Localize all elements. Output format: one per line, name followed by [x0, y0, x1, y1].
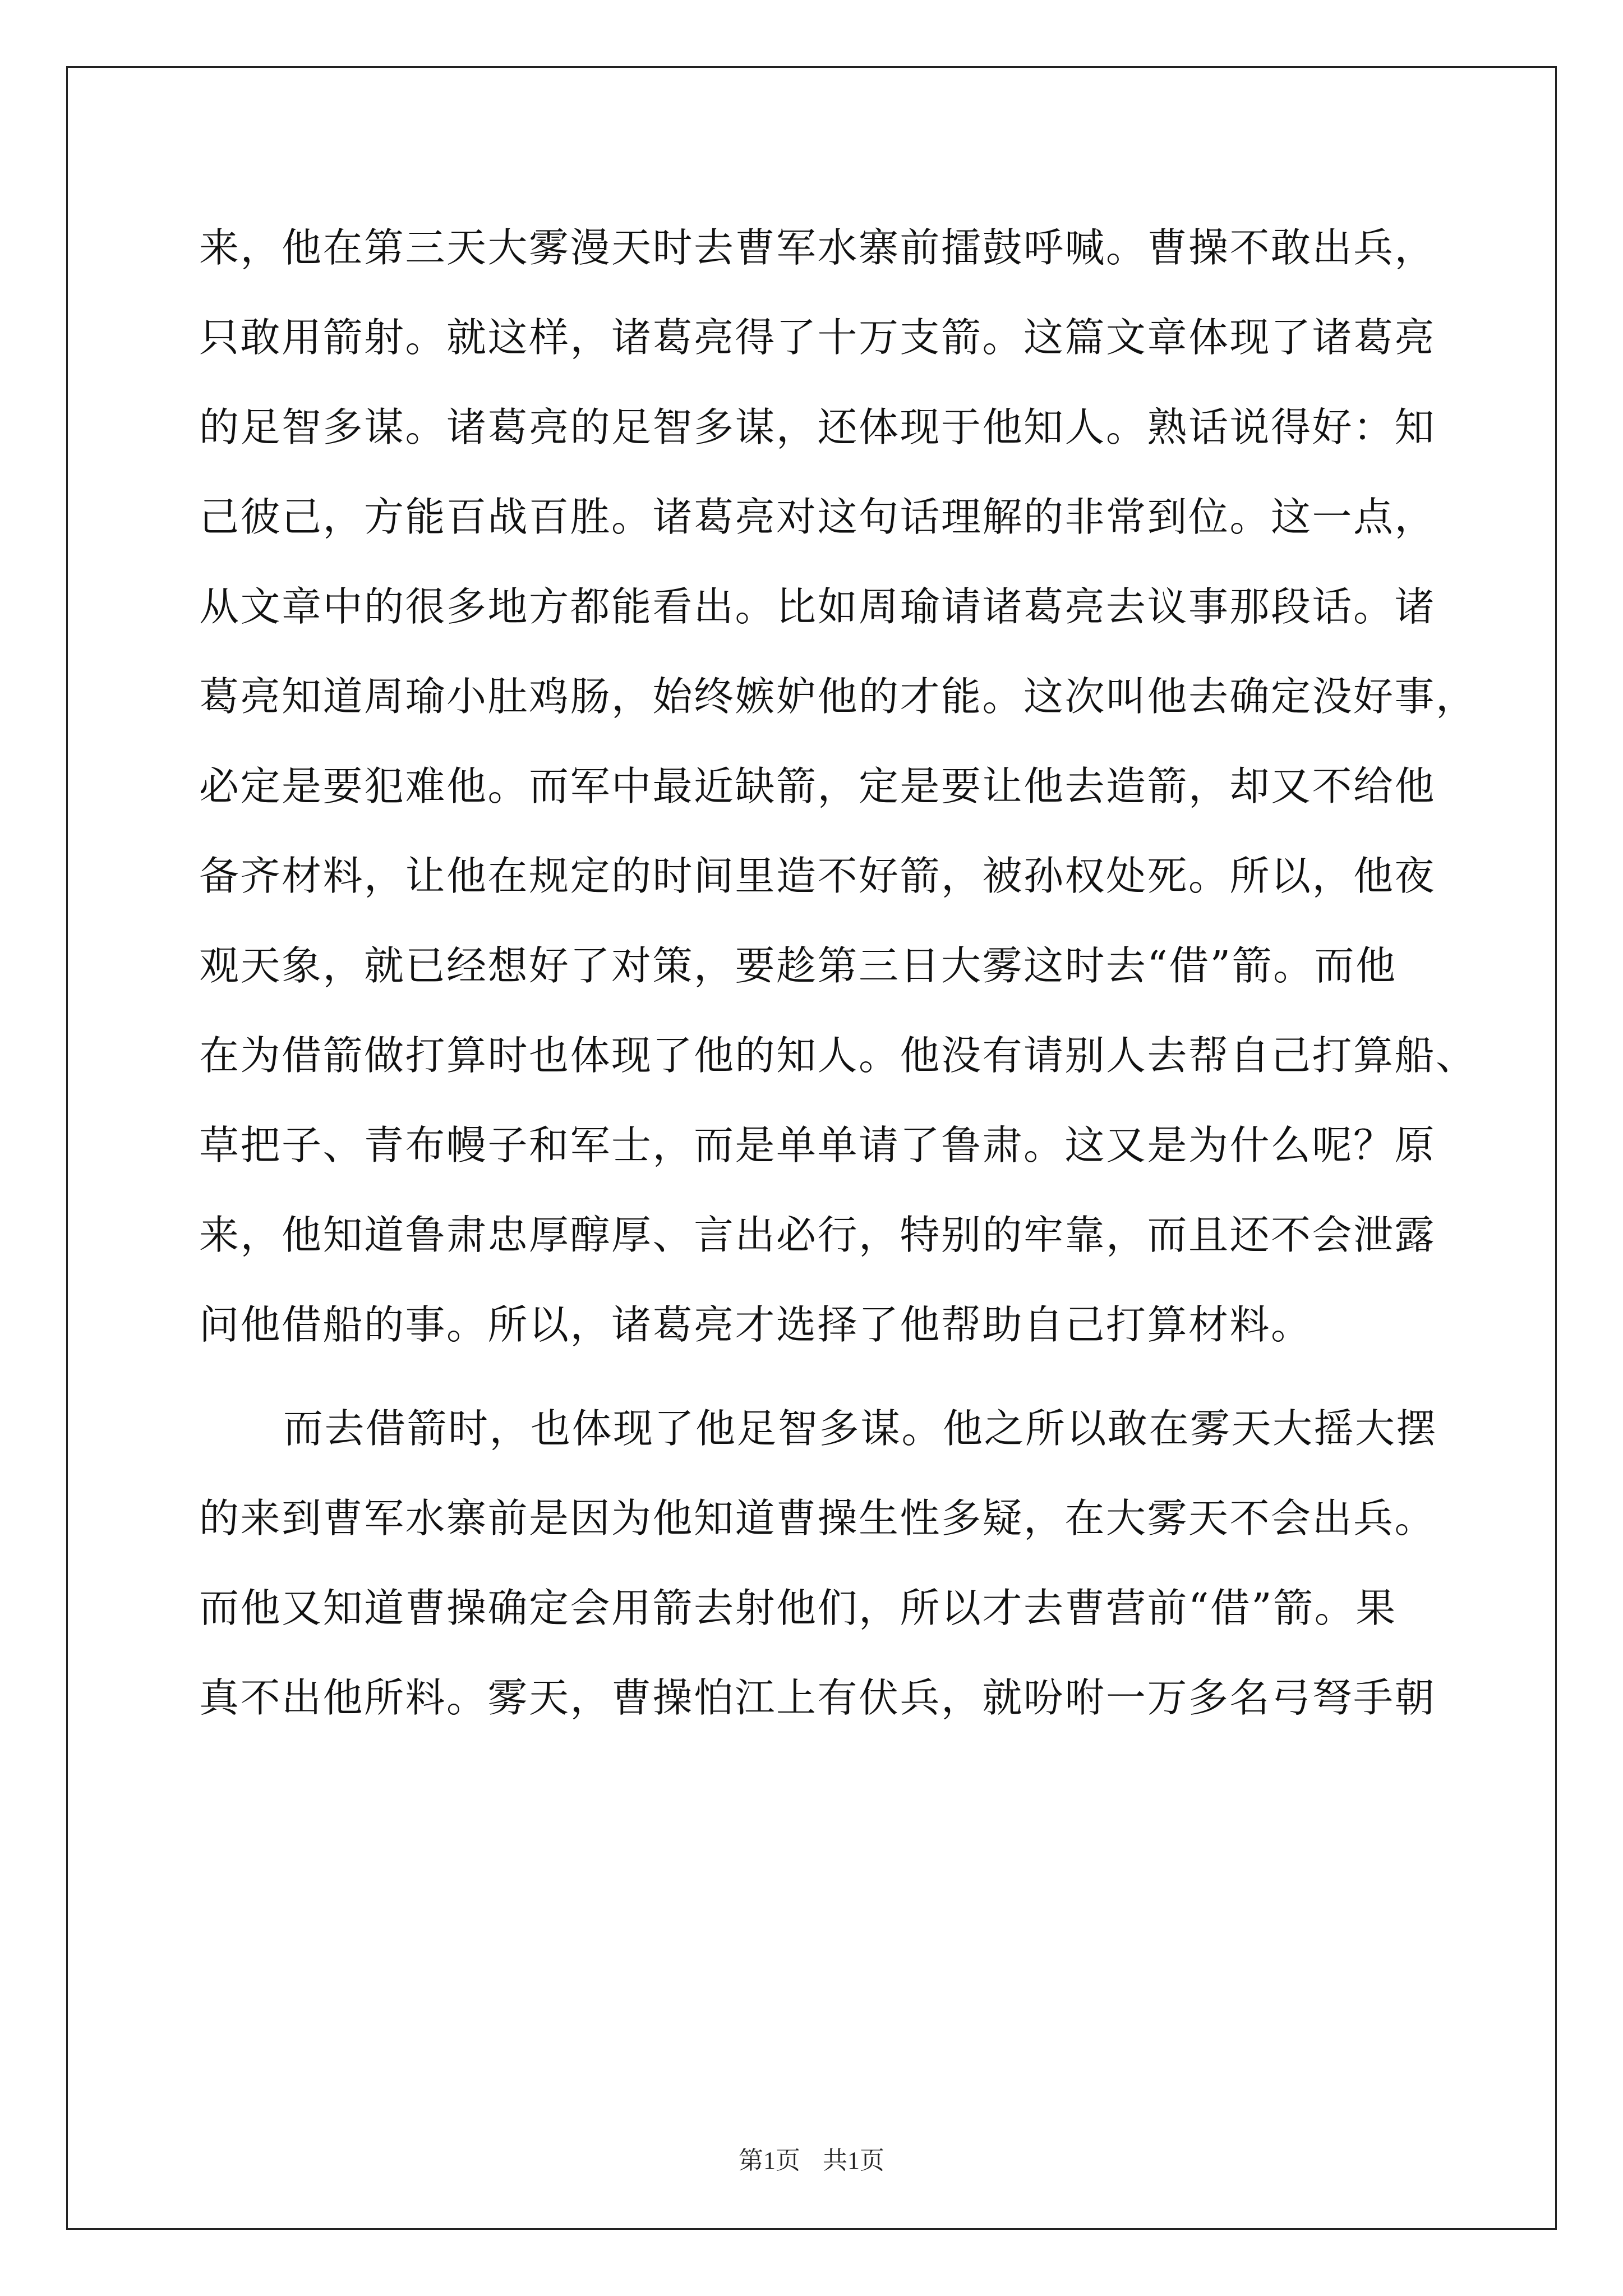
text-line: 的来到曹军水寨前是因为他知道曹操生性多疑，在大雾天不会出兵。 [199, 1495, 1436, 1542]
text-line: 真不出他所料。雾天，曹操怕江上有伏兵，就吩咐一万多名弓弩手朝 [199, 1674, 1436, 1721]
text-line: 从文章中的很多地方都能看出。比如周瑜请诸葛亮去议事那段话。诸 [199, 583, 1436, 630]
page-footer [0, 2144, 1623, 2178]
text-line: 在为借箭做打算时也体现了他的知人。他没有请别人去帮自己打算船、 [199, 1032, 1477, 1079]
text-line: 葛亮知道周瑜小肚鸡肠，始终嫉妒他的才能。这次叫他去确定没好事， [199, 673, 1477, 720]
page-number: 第1页 [739, 2147, 800, 2174]
text-line: 而去借箭时，也体现了他足智多谋。他之所以敢在雾天大摇大摆 [283, 1405, 1438, 1452]
document-body [199, 203, 1477, 1743]
text-line: 而他又知道曹操确定会用箭去射他们，所以才去曹营前“借”箭。果 [199, 1585, 1397, 1631]
paragraph-gap [199, 1370, 1433, 1384]
text-line: 来，他知道鲁肃忠厚醇厚、言出必行，特别的牢靠，而且还不会泄露 [199, 1212, 1436, 1258]
text-line: 必定是要犯难他。而军中最近缺箭，定是要让他去造箭，却又不给他 [199, 763, 1436, 809]
text-line: 草把子、青布幔子和军士，而是单单请了鲁肃。这又是为什么呢？原 [199, 1122, 1436, 1168]
text-line: 己彼己，方能百战百胜。诸葛亮对这句话理解的非常到位。这一点， [199, 494, 1436, 540]
text-line: 的足智多谋。诸葛亮的足智多谋，还体现于他知人。熟话说得好：知 [199, 404, 1436, 450]
text-line: 只敢用箭射。就这样，诸葛亮得了十万支箭。这篇文章体现了诸葛亮 [199, 314, 1436, 361]
text-line: 备齐材料，让他在规定的时间里造不好箭，被孙权处死。所以，他夜 [199, 853, 1436, 899]
text-line: 来，他在第三天大雾漫天时去曹军水寨前擂鼓呼喊。曹操不敢出兵， [199, 224, 1436, 271]
text-line: 观天象，就已经想好了对策，要趁第三日大雾这时去“借”箭。而他 [199, 942, 1397, 989]
text-line: 问他借船的事。所以，诸葛亮才选择了他帮助自己打算材料。 [199, 1301, 1312, 1348]
page-total: 共1页 [823, 2147, 884, 2174]
